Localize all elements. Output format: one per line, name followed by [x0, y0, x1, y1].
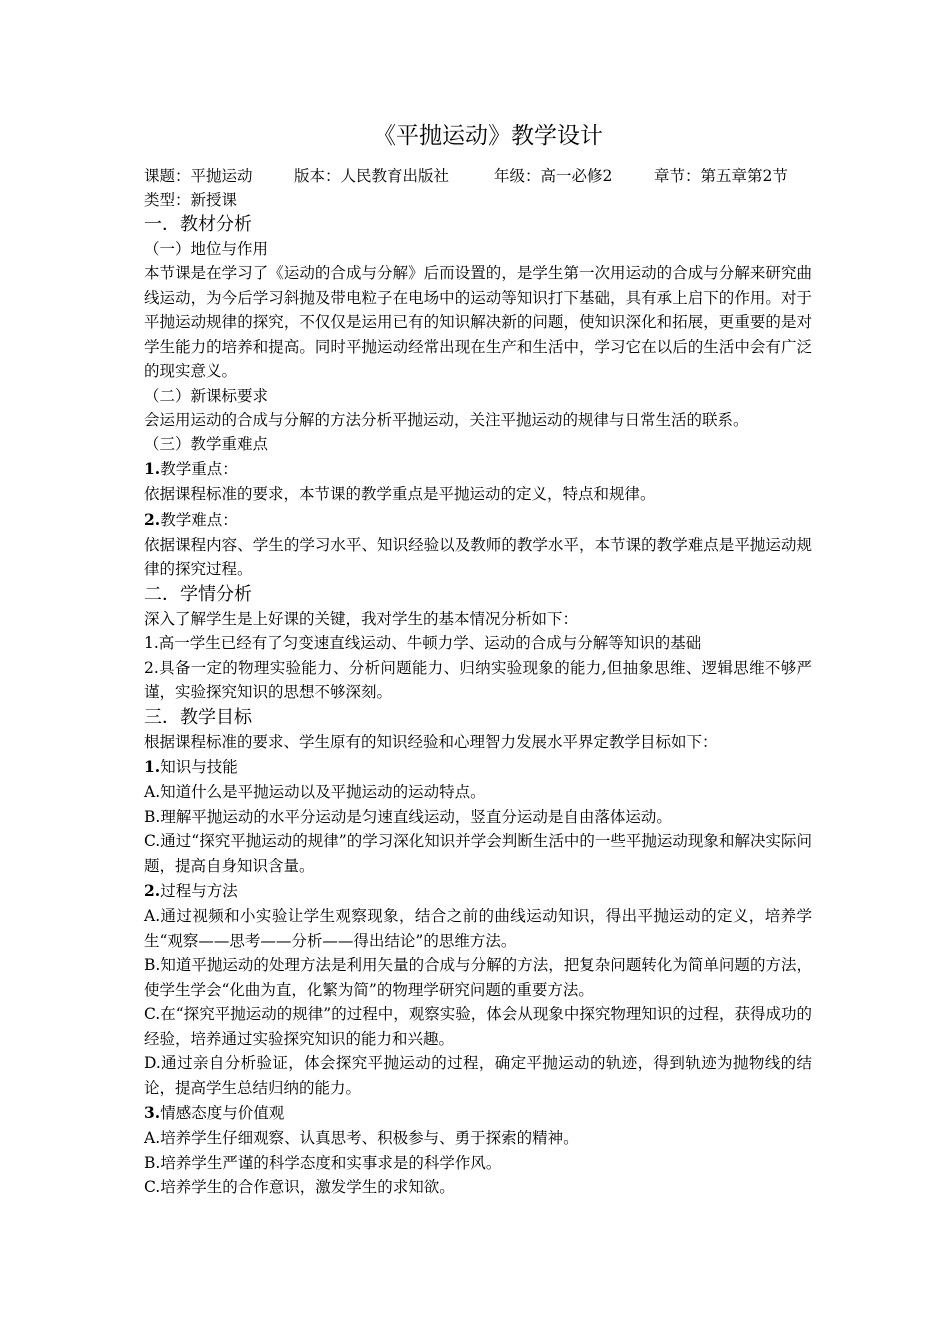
item-number: 2.: [144, 881, 161, 900]
list-item: A.通过视频和小实验让学生观察现象，结合之前的曲线运动知识，得出平抛运动的定义，培养学生“观察——思考——分析——得出结论”的思维方法。: [144, 907, 812, 950]
subsection-heading: （一）地位与作用: [144, 240, 269, 258]
item-heading: [144, 1100, 812, 1126]
list-item: C.在“探究平抛运动的规律”的过程中，观察实验，体会从现象中探究物理知识的过程，获得成功的经验，培养通过实验探究知识的能力和兴趣。: [144, 1005, 812, 1048]
item-label: 教学重点：: [160, 460, 238, 478]
document-page: [144, 116, 812, 1200]
meta-chapter: 章节：第五章第2节: [654, 167, 788, 185]
paragraph: 会运用运动的合成与分解的方法分析平抛运动，关注平抛运动的规律与日常生活的联系。: [144, 410, 749, 429]
meta-type: 类型：新授课: [144, 191, 238, 209]
item-label: 知识与技能: [160, 758, 238, 776]
item-heading: [144, 456, 812, 482]
section-heading: 一．教材分析: [144, 214, 252, 235]
meta-grade: 年级：高一必修2: [494, 167, 613, 185]
item-number: 1.: [144, 757, 161, 776]
list-item: 1.高一学生已经有了匀变速直线运动、牛顿力学、运动的合成与分解等知识的基础: [144, 634, 702, 652]
item-label: 教学难点：: [160, 510, 238, 529]
item-number: 3.: [144, 1103, 161, 1122]
list-item: 2.具备一定的物理实验能力、分析问题能力、归纳实验现象的能力,但抽象思维、逻辑思维不够严谨，实验探究知识的思想不够深刻。: [144, 658, 812, 701]
meta-version: 版本：人民教育出版社: [294, 167, 450, 185]
paragraph: 本节课是在学习了《运动的合成与分解》后而设置的，是学生第一次用运动的合成与分解来研究曲线运动，为今后学习斜抛及带电粒子在电场中的运动等知识打下基础，具有承上启下的作用。对于平抛运动规律的探究，不仅仅是运用已有的知识解决新的问题，使知识深化和拓展，更重要的是对学生能力的培养和提高。同时平抛运动经常出现在生产和生活中，学习它在以后的生活中会有广泛的现实意义。: [144, 264, 812, 380]
item-number: 1.: [144, 459, 161, 478]
item-heading: [144, 754, 812, 780]
list-item: B.知道平抛运动的处理方法是利用矢量的合成与分解的方法，把复杂问题转化为简单问题的方法，使学生学会“化曲为直，化繁为简”的物理学研究问题的重要方法。: [144, 956, 812, 999]
list-item: C.培养学生的合作意识，激发学生的求知欲。: [144, 1178, 455, 1196]
item-number: 2.: [144, 509, 161, 529]
section-heading: 二．学情分析: [144, 583, 252, 605]
subsection-heading: （三）教学重难点: [144, 435, 269, 453]
paragraph: 根据课程标准的要求、学生原有的知识经验和心理智力发展水平界定教学目标如下：: [144, 732, 718, 751]
list-item: D.通过亲自分析验证，体会探究平抛运动的过程，确定平抛运动的轨迹，得到轨迹为抛物线的结论，提高学生总结归纳的能力。: [144, 1054, 812, 1097]
paragraph: 深入了解学生是上好课的关键，我对学生的基本情况分析如下：: [144, 609, 579, 628]
list-item: C.通过“探究平抛运动的规律”的学习深化知识并学会判断生活中的一些平抛运动现象和解决实际问题，提高自身知识含量。: [144, 832, 812, 875]
document-title: 《平抛运动》教学设计: [373, 123, 603, 149]
meta-line: [144, 164, 812, 188]
item-label: 情感态度与价值观: [160, 1104, 285, 1122]
subsection-heading: （二）新课标要求: [144, 386, 269, 405]
section-heading: 三．教学目标: [144, 706, 252, 728]
list-item: A.知道什么是平抛运动以及平抛运动的运动特点。: [144, 783, 486, 801]
meta-topic: 课题：平抛运动: [144, 167, 253, 185]
list-item: B.培养学生严谨的科学态度和实事求是的科学作风。: [144, 1153, 502, 1172]
item-heading: [144, 878, 812, 904]
item-heading: [144, 507, 812, 533]
item-label: 过程与方法: [160, 882, 238, 900]
paragraph: 依据课程标准的要求，本节课的教学重点是平抛运动的定义，特点和规律。: [144, 485, 656, 503]
list-item: B.理解平抛运动的水平分运动是匀速直线运动，竖直分运动是自由落体运动。: [144, 807, 672, 826]
paragraph: 依据课程内容、学生的学习水平、知识经验以及教师的教学水平，本节课的教学难点是平抛运动规律的探究过程。: [144, 535, 812, 578]
list-item: A.培养学生仔细观察、认真思考、积极参与、勇于探索的精神。: [144, 1129, 579, 1147]
